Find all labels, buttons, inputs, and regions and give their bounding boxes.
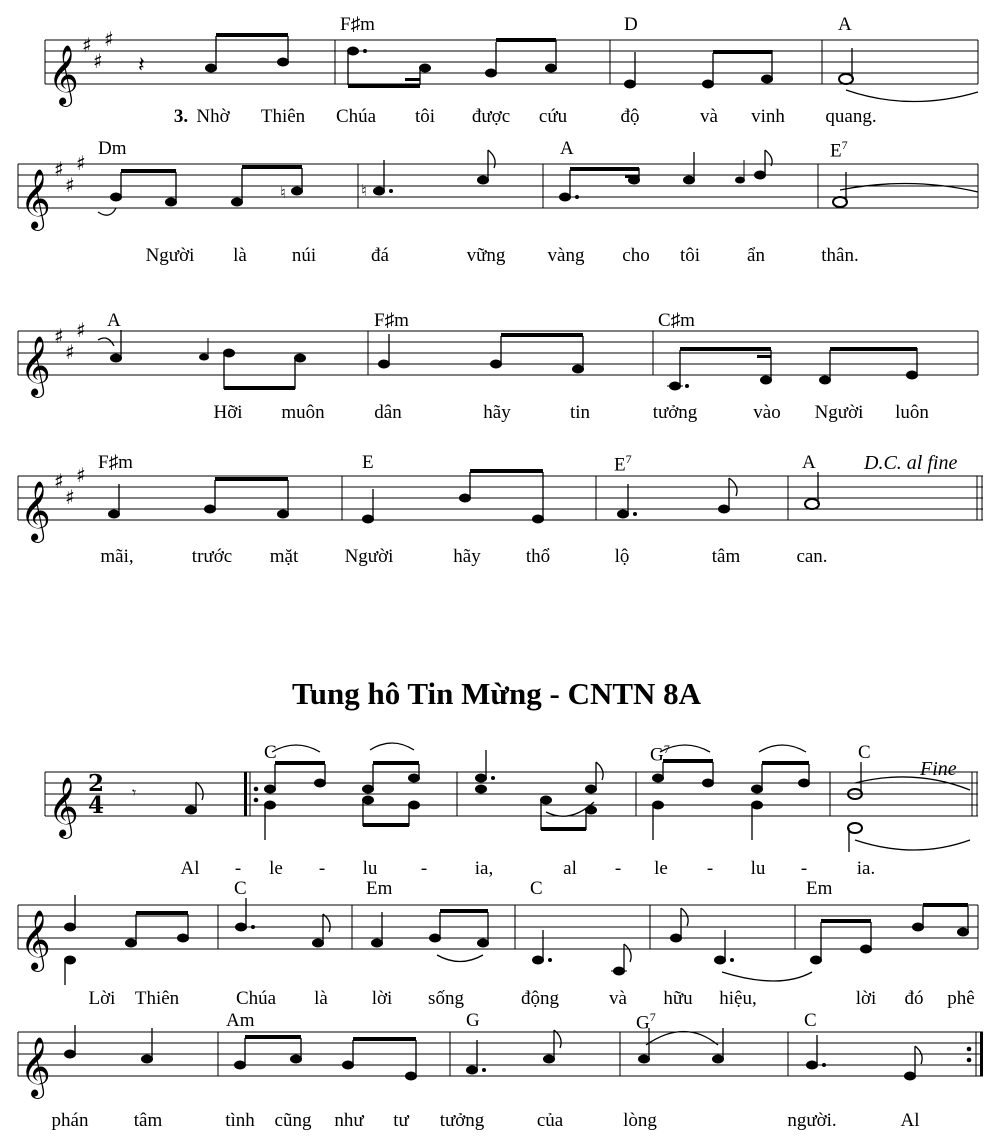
svg-text:𝄞: 𝄞 xyxy=(20,481,51,541)
lyric: - xyxy=(420,858,428,879)
svg-text:♯: ♯ xyxy=(54,157,64,181)
lyric: hãy xyxy=(453,546,481,567)
lyric: thân. xyxy=(821,245,859,266)
chord: F♯m xyxy=(98,452,133,473)
staff-system-4 xyxy=(18,476,983,520)
lyric: của xyxy=(536,1110,564,1131)
svg-text:𝄞: 𝄞 xyxy=(20,1037,51,1097)
lyric: vững xyxy=(466,245,506,266)
lyric: lòng xyxy=(623,1110,657,1131)
svg-text:𝄾: 𝄾 xyxy=(132,783,137,802)
lyric: lộ xyxy=(614,546,630,567)
clef-7 xyxy=(20,1037,51,1099)
lyric: phán xyxy=(51,1110,89,1131)
staff-system-1 xyxy=(45,40,978,84)
lyric: Hỡi xyxy=(213,402,243,423)
lyric: ẩn xyxy=(747,245,765,266)
chord: E xyxy=(362,452,374,473)
chord: $E^7$ xyxy=(830,138,848,162)
lyric: là xyxy=(314,988,328,1009)
lyric: lời xyxy=(371,988,393,1009)
svg-text:♯: ♯ xyxy=(93,49,103,73)
lyric: can. xyxy=(796,546,828,567)
chord: Em xyxy=(366,878,393,899)
chord: A xyxy=(107,310,121,331)
lyric: vinh xyxy=(751,106,785,127)
clef-6 xyxy=(20,910,51,972)
lyric: ia, xyxy=(474,858,494,879)
lyric: vào xyxy=(753,402,781,423)
chord: A xyxy=(838,14,852,35)
lyric: Người xyxy=(344,546,394,567)
lyric: hãy xyxy=(483,402,511,423)
svg-text:𝄞: 𝄞 xyxy=(48,45,79,105)
clef-keysig-1 xyxy=(48,27,114,107)
chord: Em xyxy=(806,878,833,899)
lyric: lời xyxy=(855,988,877,1009)
fine-marking: Fine xyxy=(920,758,957,780)
clef-keysig-3 xyxy=(20,318,86,398)
chord: F♯m xyxy=(340,14,375,35)
time-sig-bottom: 4 xyxy=(88,792,105,819)
chord: F♯m xyxy=(374,310,409,331)
lyric: ia. xyxy=(856,858,876,879)
clef-timesig-5 xyxy=(48,770,104,839)
svg-text:♯: ♯ xyxy=(82,33,92,57)
lyric: tôi xyxy=(414,106,436,127)
lyric: Thiên xyxy=(134,988,180,1009)
lyric: - xyxy=(706,858,714,879)
svg-text:♯: ♯ xyxy=(76,318,86,342)
svg-text:♯: ♯ xyxy=(65,173,75,197)
lyric: cũng xyxy=(274,1110,312,1131)
notes-system-5 xyxy=(132,743,970,852)
lyric: tưởng xyxy=(439,1110,485,1131)
notes-system-1 xyxy=(138,33,978,102)
lyric: - xyxy=(800,858,808,879)
svg-text:𝄞: 𝄞 xyxy=(20,169,51,229)
svg-text:𝄞: 𝄞 xyxy=(48,777,79,837)
svg-text:♯: ♯ xyxy=(65,340,75,364)
lyric: và xyxy=(609,988,627,1009)
lyric: - xyxy=(234,858,242,879)
lyric: và xyxy=(700,106,718,127)
svg-text:𝄞: 𝄞 xyxy=(20,910,51,970)
lyric: sống xyxy=(428,988,464,1009)
chord: $G^7$ xyxy=(636,1010,656,1034)
staff-system-5 xyxy=(45,772,978,816)
lyric: trước xyxy=(191,546,233,567)
lyric: Al xyxy=(900,1110,920,1131)
chord: C♯m xyxy=(658,310,695,331)
lyric: vàng xyxy=(547,245,585,266)
lyric: tôi xyxy=(679,245,701,266)
svg-text:𝄽: 𝄽 xyxy=(138,53,145,78)
lyric: tâm xyxy=(711,546,741,567)
page-title: Tung hô Tin Mừng - CNTN 8A xyxy=(291,676,702,711)
lyric: tưởng xyxy=(652,402,698,423)
svg-text:♯: ♯ xyxy=(76,151,86,175)
lyric: - xyxy=(318,858,326,879)
lyric: núi xyxy=(291,245,317,266)
dc-al-fine: D.C. al fine xyxy=(864,452,958,474)
notes-system-7 xyxy=(64,1025,922,1081)
lyric: mãi, xyxy=(100,546,134,567)
lyric: cho xyxy=(622,245,650,266)
lyric: đá xyxy=(371,245,389,266)
lyric: tin xyxy=(569,402,591,423)
chord: C xyxy=(530,878,543,899)
svg-text:♮: ♮ xyxy=(361,181,367,200)
chord: Am xyxy=(226,1010,255,1031)
lyric: phê xyxy=(947,988,975,1009)
chord: Dm xyxy=(98,138,127,159)
notes-system-6 xyxy=(64,895,969,985)
clef-keysig-4 xyxy=(20,463,86,543)
lyric: Chúa xyxy=(235,988,277,1009)
lyric: Al xyxy=(180,858,200,879)
lyric: độ xyxy=(620,106,640,127)
lyric: Người xyxy=(145,245,195,266)
lyric: lu xyxy=(362,858,378,879)
lyric: Nhờ xyxy=(196,106,230,127)
notes-system-3 xyxy=(98,330,918,391)
lyric: cứu xyxy=(538,106,568,127)
lyric: đó xyxy=(904,988,924,1009)
svg-text:♯: ♯ xyxy=(104,27,114,51)
lyric: là xyxy=(233,245,247,266)
lyric: Thiên xyxy=(260,106,306,127)
time-sig-top: 2 xyxy=(88,770,105,797)
lyric: mặt xyxy=(269,546,299,567)
svg-text:♯: ♯ xyxy=(54,324,64,348)
lyric: Người xyxy=(814,402,864,423)
chord: C xyxy=(234,878,247,899)
verse-number: 3. xyxy=(173,106,189,127)
chord: C xyxy=(264,742,277,763)
lyric: tư xyxy=(393,1110,409,1131)
lyric: - xyxy=(614,858,622,879)
clef-keysig-2 xyxy=(20,151,86,231)
lyric: hiệu, xyxy=(719,988,757,1009)
lyric: tình xyxy=(225,1110,255,1131)
lyric: dân xyxy=(374,402,402,423)
staff-system-7 xyxy=(18,1032,983,1076)
lyric: người. xyxy=(787,1110,837,1131)
lyric: lu xyxy=(750,858,766,879)
lyric: al xyxy=(563,858,577,879)
lyric: tâm xyxy=(133,1110,163,1131)
chord: $G^7$ xyxy=(650,742,670,766)
chord: C xyxy=(858,742,871,763)
chord: C xyxy=(804,1010,817,1031)
lyric: le xyxy=(269,858,283,879)
svg-text:♯: ♯ xyxy=(54,469,64,493)
staff-system-3 xyxy=(18,331,978,375)
chord: A xyxy=(560,138,574,159)
notes-system-4 xyxy=(108,469,819,524)
chord: D xyxy=(624,14,638,35)
lyric: thổ xyxy=(525,546,551,567)
chord: A xyxy=(802,452,816,473)
lyric: luôn xyxy=(895,402,929,423)
svg-text:♯: ♯ xyxy=(65,485,75,509)
svg-text:𝄞: 𝄞 xyxy=(20,336,51,396)
chord: $E^7$ xyxy=(614,452,632,476)
lyric: Chúa xyxy=(335,106,377,127)
lyric: Lời xyxy=(88,988,116,1009)
lyric: động xyxy=(521,988,559,1009)
lyric: được xyxy=(471,106,511,127)
lyric: muôn xyxy=(281,402,325,423)
lyric: le xyxy=(654,858,668,879)
svg-text:♮: ♮ xyxy=(280,183,286,202)
lyric: hữu xyxy=(663,988,693,1009)
svg-text:♯: ♯ xyxy=(76,463,86,487)
chord: G xyxy=(466,1010,480,1031)
lyric: như xyxy=(334,1110,364,1131)
lyric: quang. xyxy=(825,106,877,127)
